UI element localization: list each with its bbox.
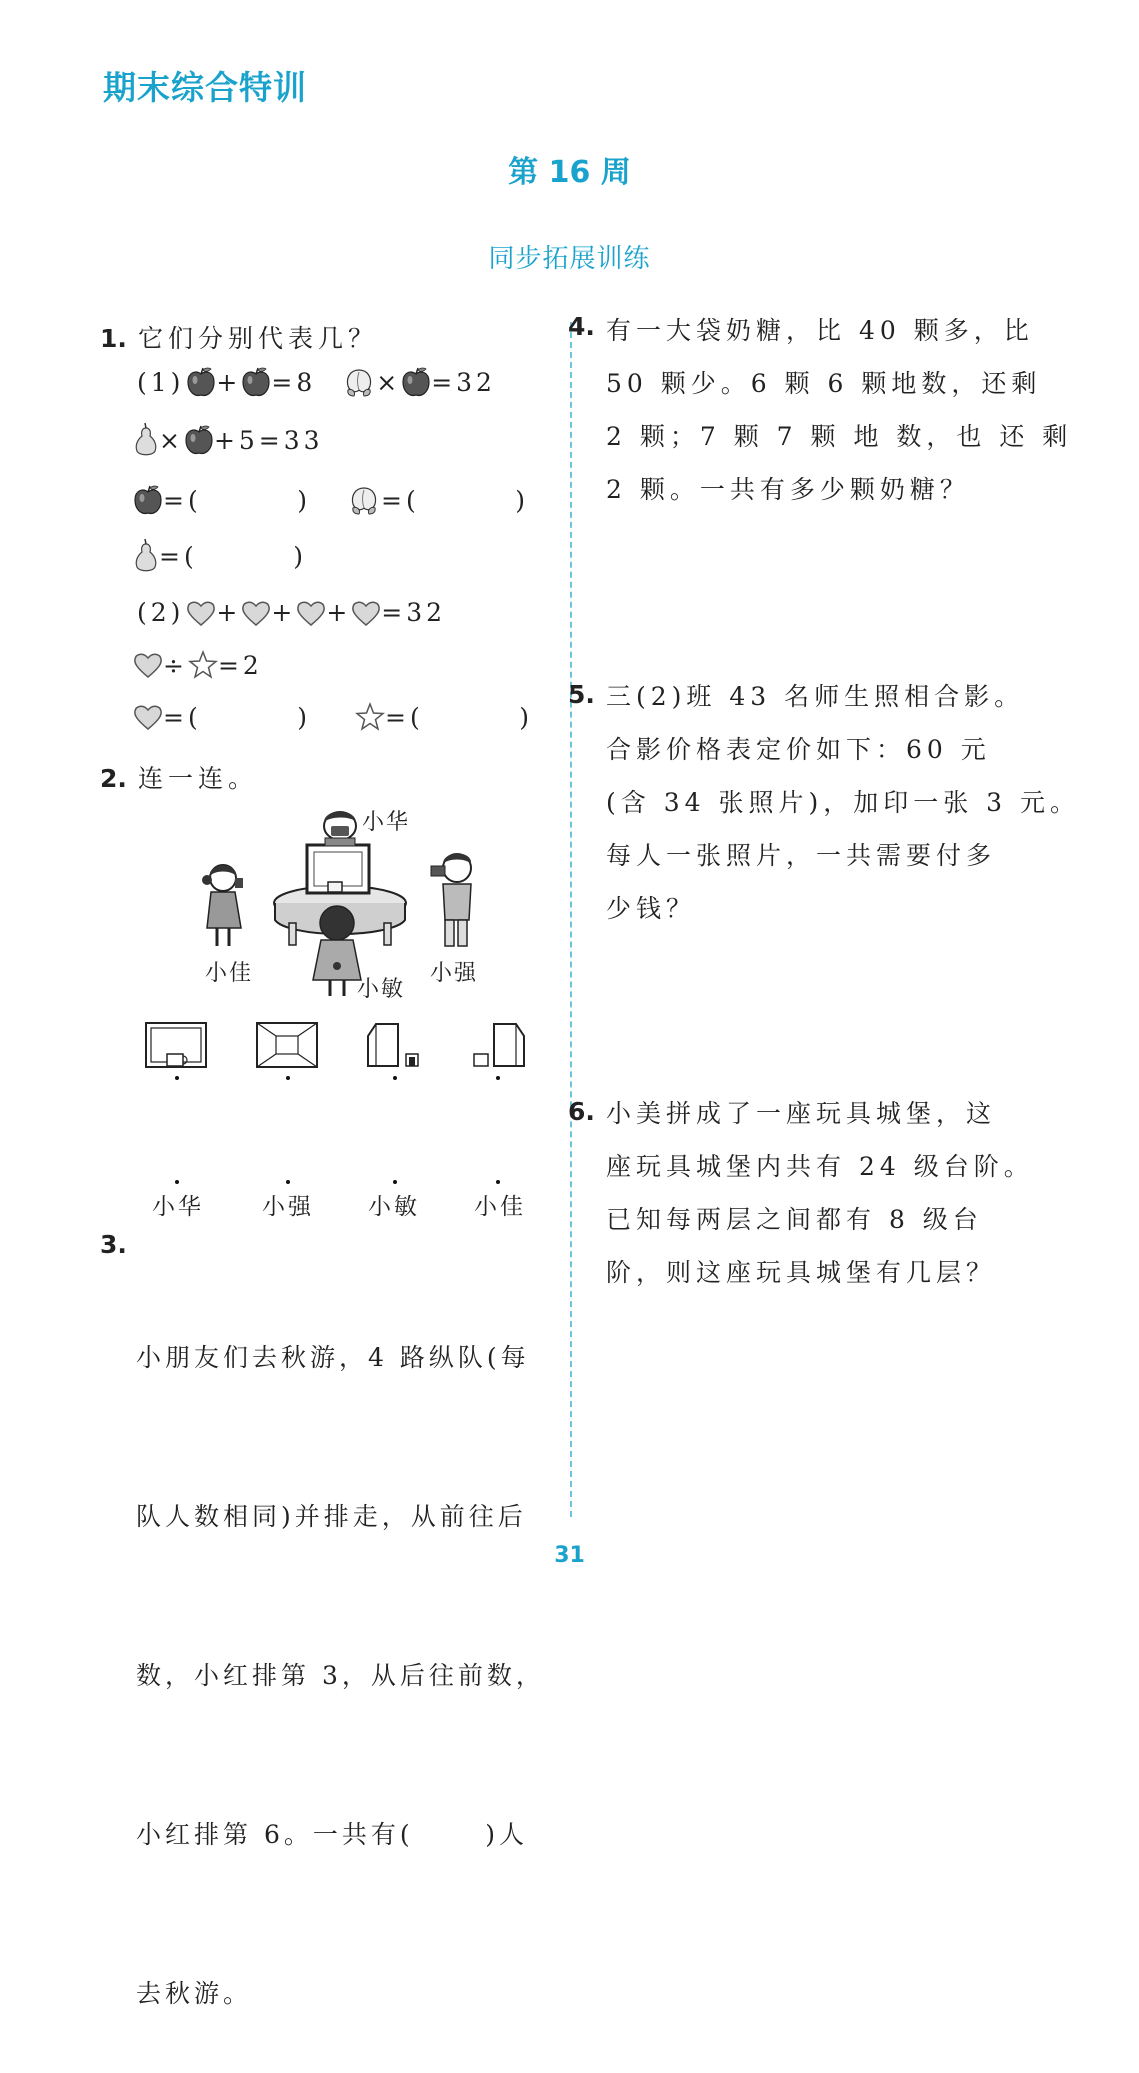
connect-dot[interactable] [393,1180,397,1184]
question-6-text [606,1087,1034,1299]
text-line: (含 34 张照片)，加印一张 3 元。 [606,788,1081,817]
q1-equation-row-2 [133,422,324,458]
figure-label-bottom: 小敏 [357,977,406,1002]
view-right-side [470,1022,526,1068]
peach-icon [347,484,381,516]
question-number: 4. [568,312,595,341]
connect-dot[interactable] [496,1076,500,1080]
text-line: 小红排第 6。一共有( )人 [136,1820,529,1849]
q1-answer-row-3 [133,702,533,732]
star-icon [355,702,385,732]
equation-tail: =8 [271,367,317,397]
text-line: 队人数相同)并排走，从前往后 [136,1502,527,1531]
option-label: 小强 [262,1194,314,1220]
figure-label-top: 小华 [362,810,411,835]
part-label: (1) [137,367,185,397]
heart-icon [133,651,163,679]
option-label: 小华 [152,1194,204,1220]
connect-dot[interactable] [175,1076,179,1080]
text-line: 小美拼成了一座玩具城堡，这 [606,1099,997,1128]
figure-label-right: 小强 [430,961,479,986]
apple-icon [401,366,431,398]
peach-icon [342,366,376,398]
times-sign: × [376,367,402,397]
plus-sign: + [216,598,242,627]
heart-icon [133,703,163,731]
text-line: 50 颗少。6 颗 6 颗地数，还剩 [606,369,1042,398]
figure-label-left: 小佳 [205,961,254,986]
part-label: (2) [137,598,185,627]
answer-blank[interactable]: =( ) [381,485,530,515]
plus-sign: + [216,367,242,397]
times-sign: × [159,425,184,455]
view-top-board [256,1022,318,1068]
view-front-board [145,1022,207,1068]
option-label: 小敏 [368,1194,420,1220]
text-line: 合影价格表定价如下：60 元 [606,735,991,764]
answer-blank[interactable]: =( ) [163,702,312,732]
text-line: 已知每两层之间都有 8 级台 [606,1205,983,1234]
answer-blank[interactable]: =( ) [159,541,308,571]
heart-icon [186,599,216,627]
text-line: 少钱？ [606,894,697,923]
apple-icon [133,484,163,516]
question-1 [100,312,378,365]
apple-icon [186,366,216,398]
page-number: 31 [554,1543,585,1568]
section-title: 期末综合特训 [103,68,307,107]
plus-sign: + [271,598,297,627]
question-number: 6. [568,1097,595,1126]
connect-dot[interactable] [393,1076,397,1080]
divide-sign: ÷ [163,650,188,680]
subtitle: 同步拓展训练 [488,244,651,274]
text-line: 有一大袋奶糖，比 40 颗多，比 [606,316,1034,345]
option-label: 小佳 [474,1194,526,1220]
heart-icon [351,599,381,627]
answer-blank[interactable]: =( ) [385,702,534,732]
question-5-text [606,670,1080,935]
question-5 [568,680,595,709]
q1-answer-row-2 [133,538,307,574]
star-icon [188,650,218,680]
connect-dot[interactable] [286,1076,290,1080]
plus-sign: + [326,598,352,627]
text-line: 三(2)班 43 名师生照相合影。 [606,682,1025,711]
equation-tail: =32 [431,367,496,397]
question-prompt: 它们分别代表几？ [138,324,379,353]
text-line: 每人一张照片，一共需要付多 [606,841,997,870]
column-divider [570,322,572,1517]
question-number: 1. [100,324,127,353]
question-number: 3. [100,1230,127,1259]
question-6 [568,1097,595,1126]
apple-icon [241,366,271,398]
question-prompt: 连一连。 [138,764,259,793]
text-line: 座玩具城堡内共有 24 级台阶。 [606,1152,1034,1181]
q1-equation-row-4 [133,650,263,680]
heart-icon [241,599,271,627]
question-3 [100,1230,127,1259]
text-line: 去秋游。 [136,1979,253,2008]
apple-icon [184,424,214,456]
text-line: 2 颗；7 颗 7 颗 地 数，也 还 剩 [606,422,1073,451]
question-4-text [606,304,1072,516]
equation-tail: =2 [217,650,263,680]
text-line: 2 颗。一共有多少颗奶糖？ [606,475,970,504]
q1-answer-row-1 [133,484,529,516]
question-4 [568,312,595,341]
equation-tail: =32 [381,598,447,627]
pear-icon [133,422,159,458]
text-line: 阶，则这座玩具城堡有几层？ [606,1258,997,1287]
connect-dot[interactable] [286,1180,290,1184]
connect-dot[interactable] [496,1180,500,1184]
question-3-text [136,1225,545,2073]
question-number: 5. [568,680,595,709]
pear-icon [133,538,159,574]
view-left-side [366,1022,422,1068]
answer-blank[interactable]: =( ) [163,485,312,515]
week-title: 第 16 周 [508,155,631,190]
text-line: 小朋友们去秋游，4 路纵队(每 [136,1343,530,1372]
question-number: 2. [100,764,127,793]
q1-equation-row-1 [137,366,496,398]
connect-dot[interactable] [175,1180,179,1184]
heart-icon [296,599,326,627]
equation-tail: +5=33 [213,425,324,455]
q1-equation-row-3 [137,598,446,627]
text-line: 数，小红排第 3，从后往前数， [136,1661,545,1690]
